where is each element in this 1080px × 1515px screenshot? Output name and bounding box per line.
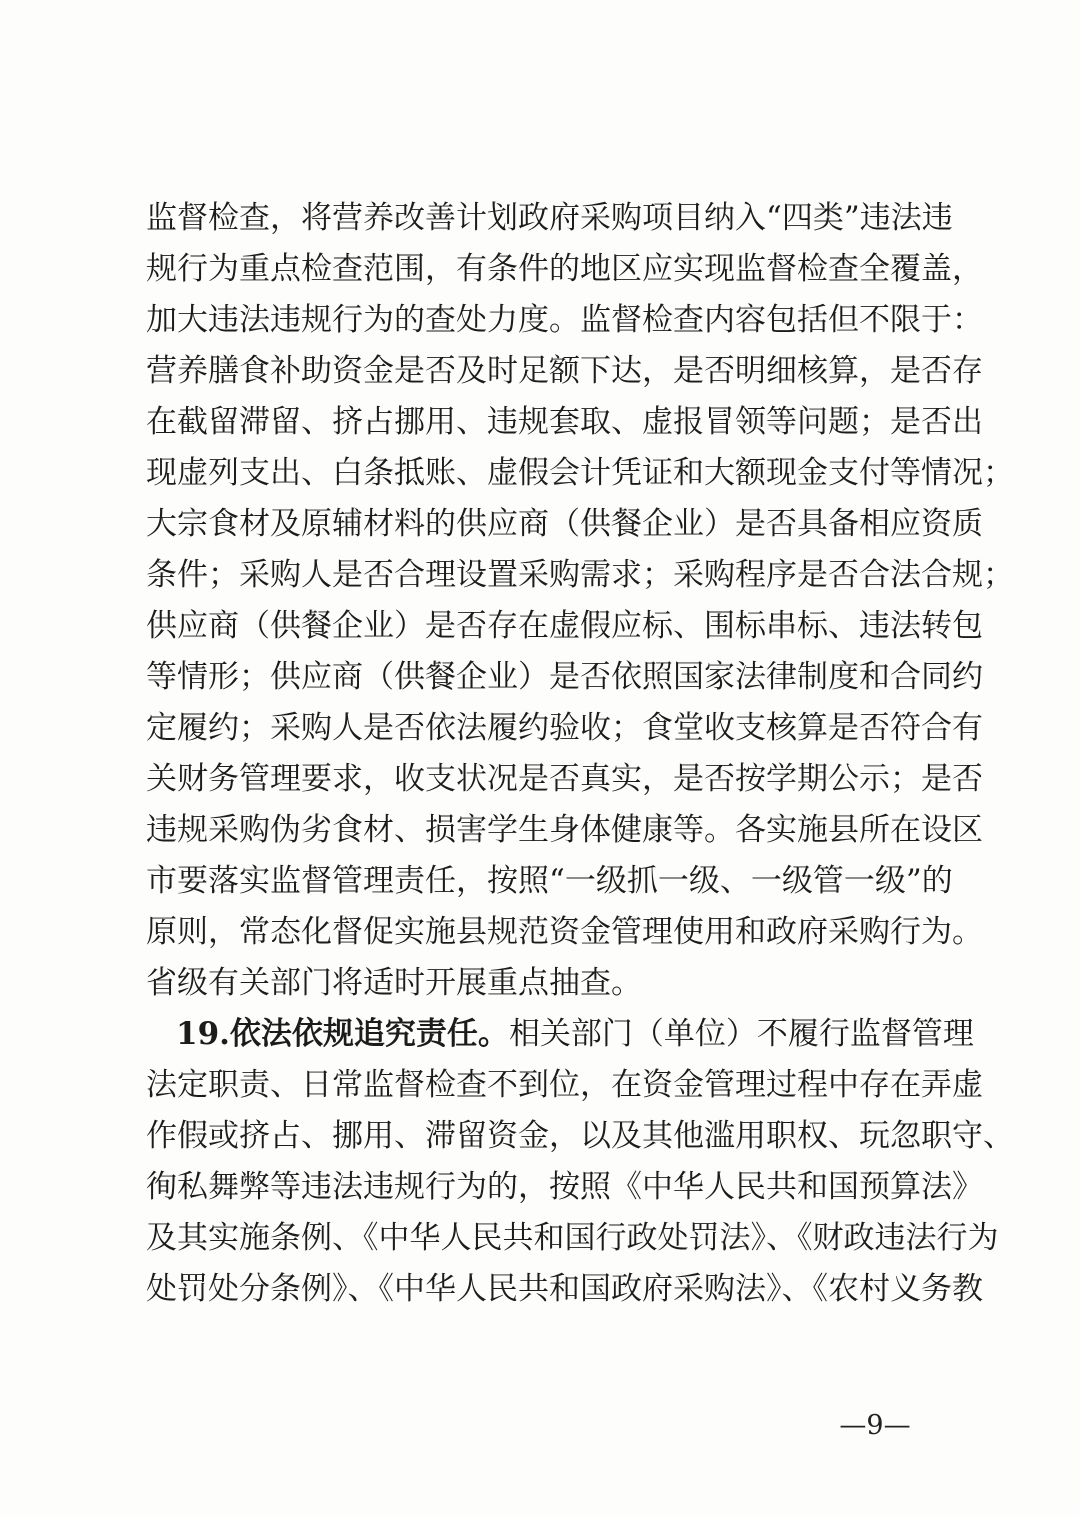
text-line: 供应商（供餐企业）是否存在虚假应标、围标串标、违法转包	[146, 608, 983, 644]
text-line: 违规采购伪劣食材、损害学生身体健康等。各实施县所在设区	[146, 812, 983, 848]
text-line: 法定职责、日常监督检查不到位，在资金管理过程中存在弄虚	[146, 1067, 983, 1103]
text-run: 相关部门（单位）不履行监督管理	[508, 1016, 974, 1052]
text-line: 省级有关部门将适时开展重点抽查。	[146, 965, 642, 1001]
text-line: 条件；采购人是否合理设置采购需求；采购程序是否合法合规；	[146, 557, 1014, 593]
text-line: 关财务管理要求，收支状况是否真实，是否按学期公示；是否	[146, 761, 983, 797]
page-number: —9—	[839, 1410, 911, 1441]
text-line: 在截留滞留、挤占挪用、违规套取、虚报冒领等问题；是否出	[146, 404, 983, 440]
text-line: 定履约；采购人是否依法履约验收；食堂收支核算是否符合有	[146, 710, 983, 746]
text-line: 原则，常态化督促实施县规范资金管理使用和政府采购行为。	[146, 914, 983, 950]
text-line: 加大违法违规行为的查处力度。监督检查内容包括但不限于：	[146, 302, 983, 338]
text-line: 营养膳食补助资金是否及时足额下达，是否明细核算，是否存	[146, 353, 983, 389]
paragraph-heading-line	[146, 1009, 974, 1060]
text-line: 处罚处分条例》、《中华人民共和国政府采购法》、《农村义务教	[146, 1271, 983, 1307]
section-heading: 19.依法依规追究责任。	[176, 1016, 509, 1052]
text-line: 等情形；供应商（供餐企业）是否依照国家法律制度和合同约	[146, 659, 983, 695]
text-line: 市要落实监督管理责任，按照“一级抓一级、一级管一级”的	[146, 863, 953, 899]
text-line: 大宗食材及原辅材料的供应商（供餐企业）是否具备相应资质	[146, 506, 983, 542]
text-line: 现虚列支出、白条抵账、虚假会计凭证和大额现金支付等情况；	[146, 455, 1014, 491]
body-text	[146, 193, 1014, 1315]
text-line: 徇私舞弊等违法违规行为的，按照《中华人民共和国预算法》	[146, 1169, 983, 1205]
text-line: 监督检查，将营养改善计划政府采购项目纳入“四类”违法违	[146, 200, 953, 236]
text-line: 及其实施条例、《中华人民共和国行政处罚法》、《财政违法行为	[146, 1220, 999, 1256]
text-line: 作假或挤占、挪用、滞留资金，以及其他滥用职权、玩忽职守、	[146, 1118, 1014, 1154]
text-line: 规行为重点检查范围，有条件的地区应实现监督检查全覆盖，	[146, 251, 983, 287]
